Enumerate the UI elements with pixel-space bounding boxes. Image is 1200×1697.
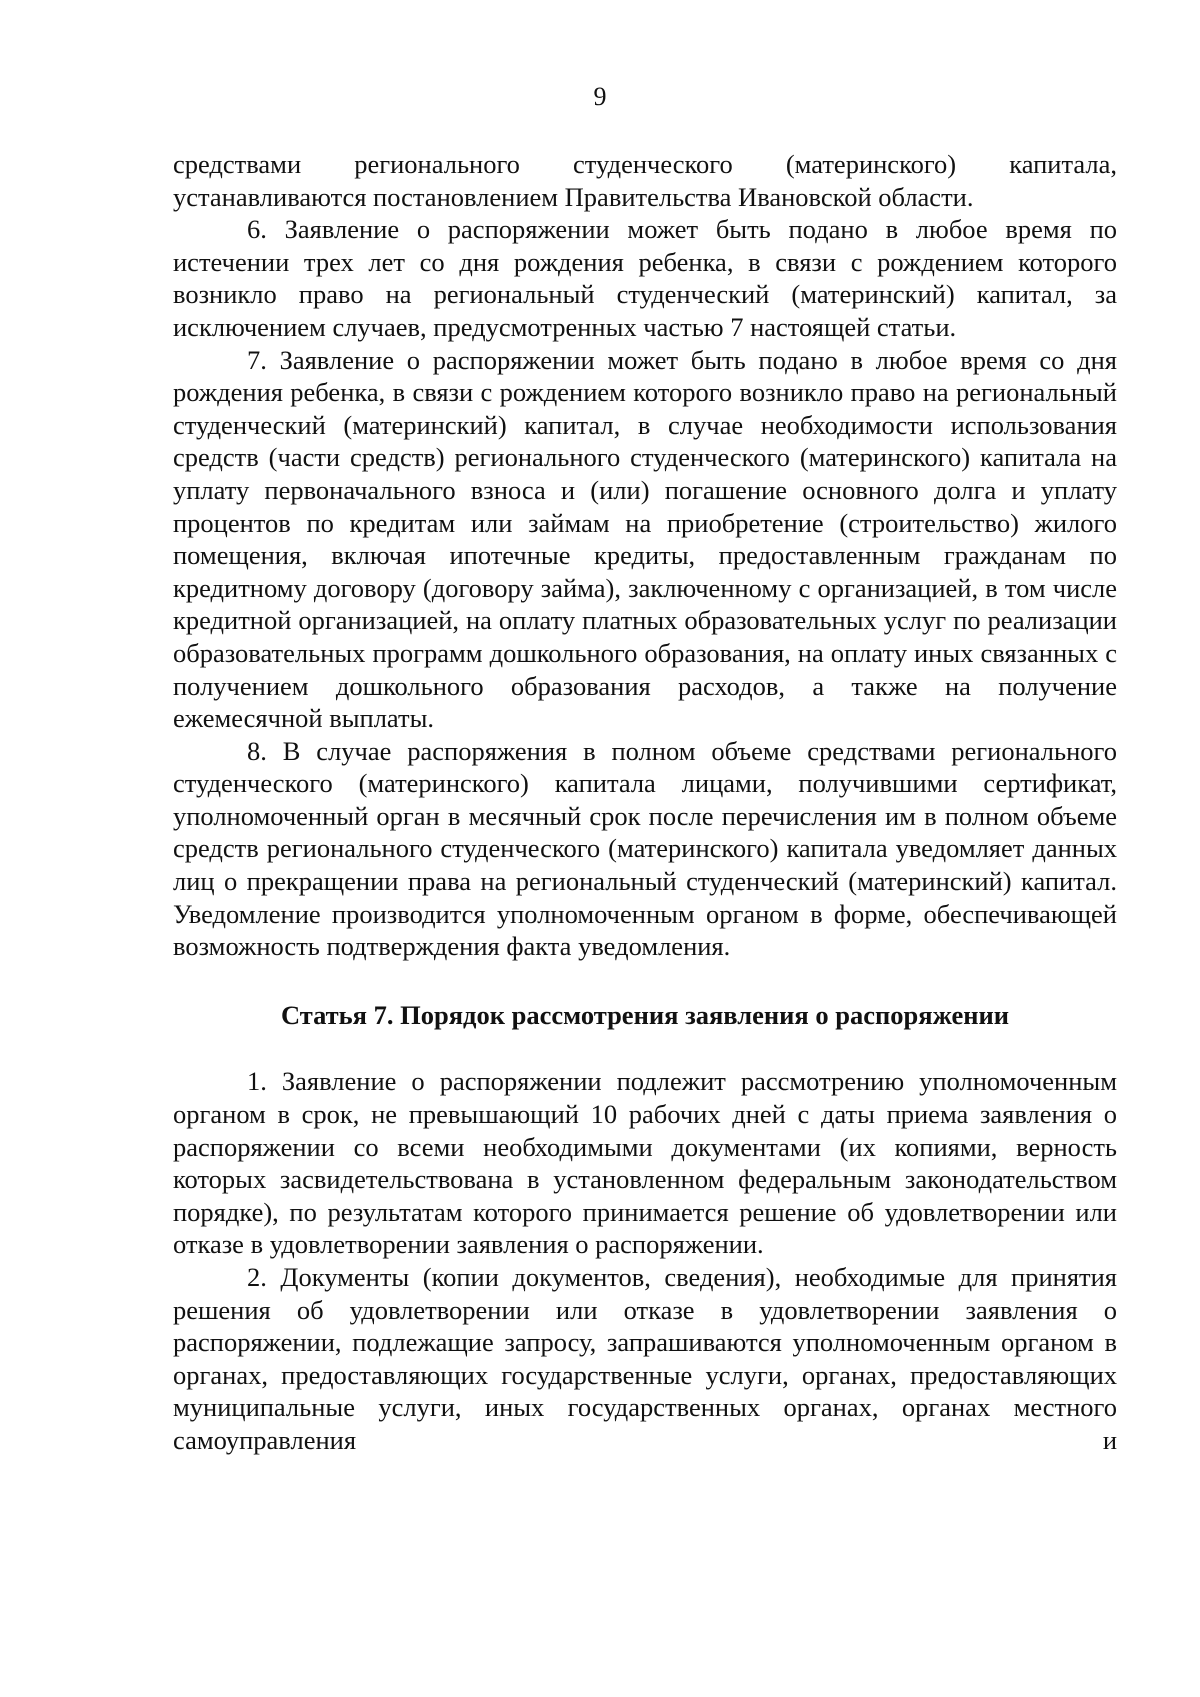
article-7-paragraph-1: 1. Заявление о распоряжении подлежит рассмотрению уполномоченным органом в срок, не превышающий 10 рабочих дней с даты приема заявления о распоряжении со всеми необходимыми документами (их копиями, верность которых засвидетельствована в установленном федеральным законодательством порядке), по результатам которого принимается решение об удовлетворении или отказе в удовлетворении заявления о распоряжении. <box>173 1066 1117 1260</box>
paragraph-7: 7. Заявление о распоряжении может быть подано в любое время со дня рождения ребенка, в связи с рождением которого возникло право на региональный студенческий (материнский) капитал, в случае необходимости использования средств (части средств) регионального студенческого (материнского) капитала на уплату первоначального взноса и (или) погашение основного долга и уплату процентов по кредитам или займам на приобретение (строительство) жилого помещения, включая ипотечные кредиты, предоставленным гражданам по кредитному договору (договору займа), заключенному с организацией, в том числе кредитной организацией, на оплату платных образовательных услуг по реализации образовательных программ дошкольного образования, на оплату иных связанных с получением дошкольного образования расходов, а также на получение ежемесячной выплаты. <box>173 344 1117 734</box>
page-number: 9 <box>593 82 607 111</box>
paragraph-continuation: средствами регионального студенческого (материнского) капитала, устанавливаются постановлением Правительства Ивановской области. <box>173 149 1117 212</box>
paragraph-6: 6. Заявление о распоряжении может быть подано в любое время по истечении трех лет со дня рождения ребенка, в связи с рождением которого возникло право на региональный студенческий (материнский) капитал, за исключением случаев, предусмотренных частью 7 настоящей статьи. <box>173 214 1117 342</box>
document-body <box>173 148 1117 1457</box>
article-7-paragraph-2: 2. Документы (копии документов, сведения), необходимые для принятия решения об удовлетворении или отказе в удовлетворении заявления о распоряжении, подлежащие запросу, запрашиваются уполномоченным органом в органах, предоставляющих государственные услуги, органах, предоставляющих муниципальные услуги, иных государственных органах, органах местного самоуправления и <box>173 1262 1117 1455</box>
paragraph-8: 8. В случае распоряжения в полном объеме средствами регионального студенческого (материнского) капитала лицами, получившими сертификат, уполномоченный орган в месячный срок после перечисления им в полном объеме средств регионального студенческого (материнского) капитала уведомляет данных лиц о прекращении права на региональный студенческий (материнский) капитал. Уведомление производится уполномоченным органом в форме, обеспечивающей возможность подтверждения факта уведомления. <box>173 735 1117 962</box>
article-heading: Статья 7. Порядок рассмотрения заявления о распоряжении <box>280 999 1010 1030</box>
